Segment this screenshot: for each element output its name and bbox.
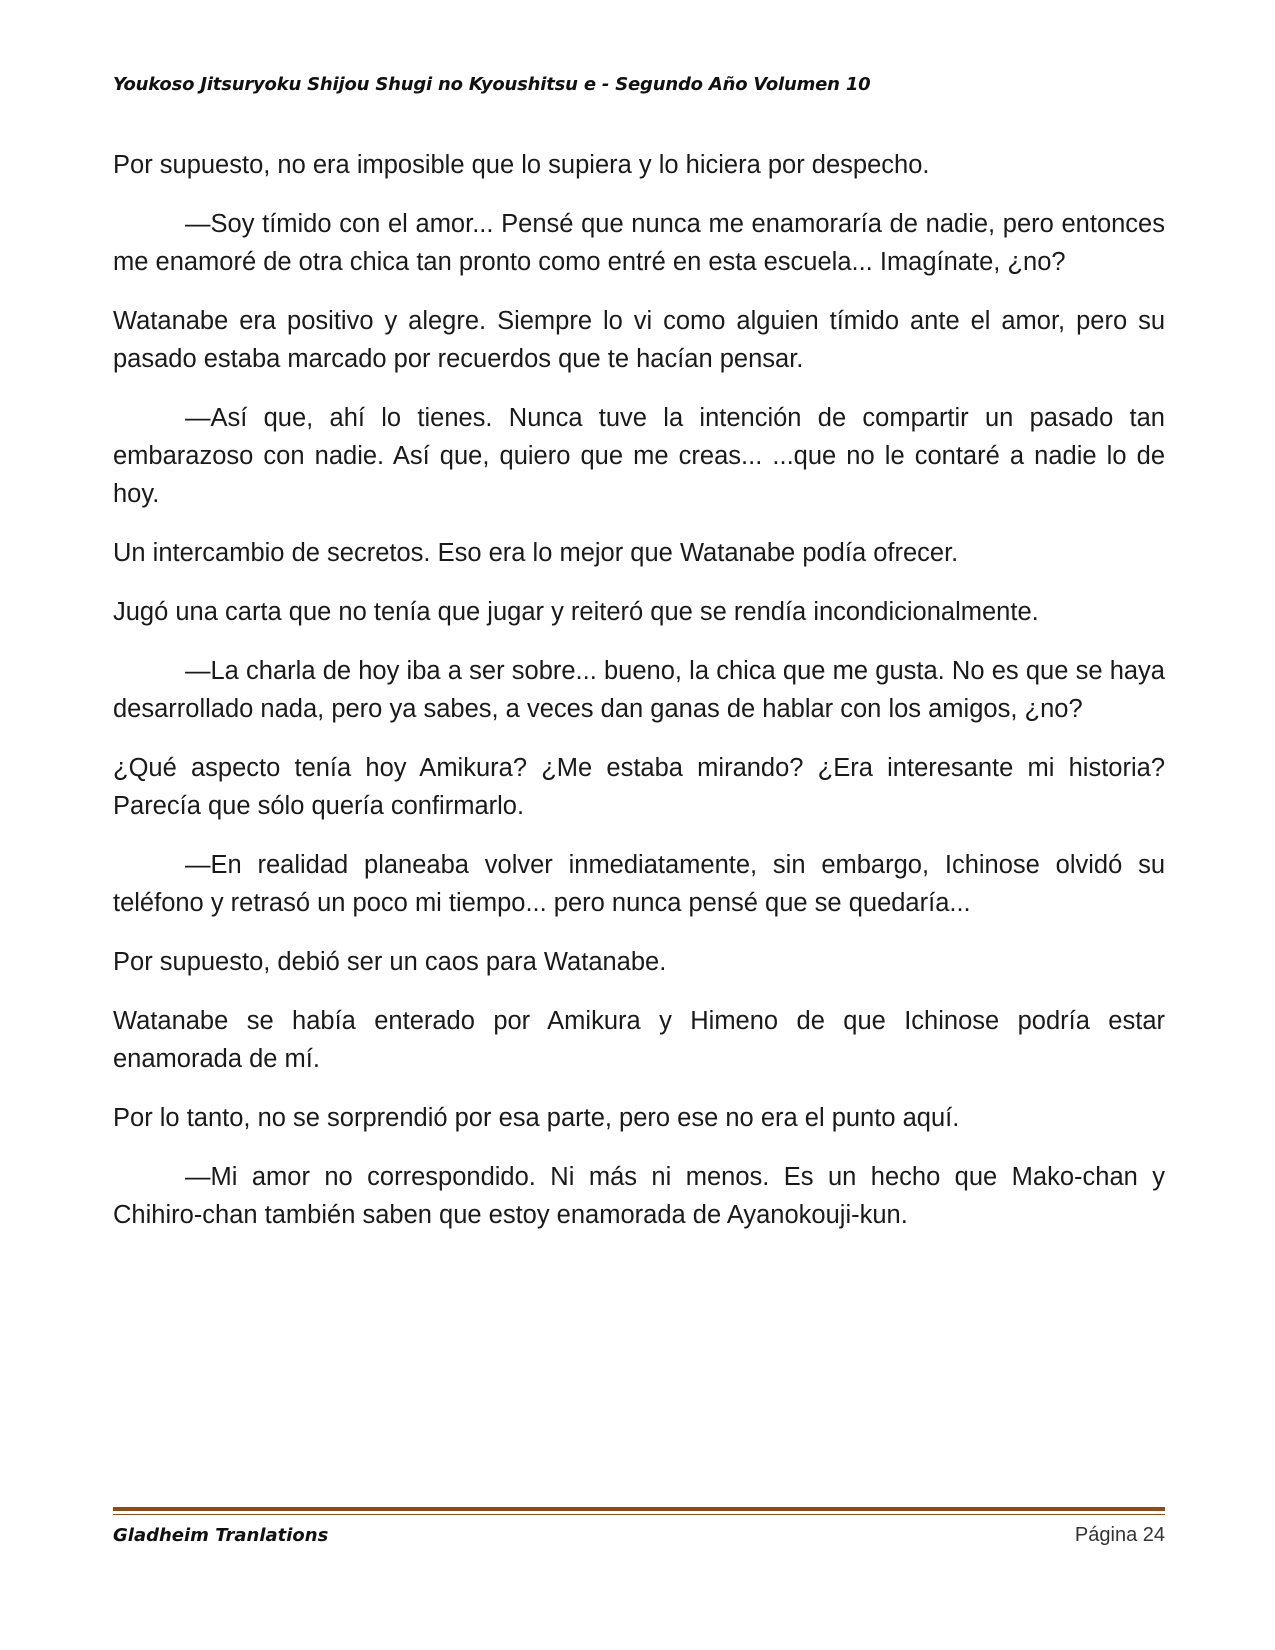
running-header-title: Youkoso Jitsuryoku Shijou Shugi no Kyoushitsu e - Segundo Año Volumen 10	[113, 74, 871, 95]
footer-divider-thick	[113, 1507, 1165, 1511]
paragraph-narration: ¿Qué aspecto tenía hoy Amikura? ¿Me estaba mirando? ¿Era interesante mi historia? Parecía que sólo quería confirmarlo.	[113, 754, 1165, 820]
paragraph-dialogue: —La charla de hoy iba a ser sobre... bueno, la chica que me gusta. No es que se haya desarrollado nada, pero ya sabes, a veces dan ganas de hablar con los amigos, ¿no?	[113, 657, 1165, 723]
footer-publisher: Gladheim Tranlations	[113, 1525, 329, 1546]
footer-divider-thin	[113, 1514, 1165, 1515]
paragraph-dialogue: —Soy tímido con el amor... Pensé que nunca me enamoraría de nadie, pero entonces me enamoré de otra chica tan pronto como entré en esta escuela... Imagínate, ¿no?	[113, 210, 1165, 276]
page-number: Página 24	[1074, 1524, 1165, 1546]
paragraph-narration: Watanabe se había enterado por Amikura y Himeno de que Ichinose podría estar enamorada de mí.	[113, 1007, 1165, 1073]
paragraph-dialogue: —En realidad planeaba volver inmediatamente, sin embargo, Ichinose olvidó su teléfono y retrasó un poco mi tiempo... pero nunca pensé que se quedaría...	[113, 851, 1165, 917]
paragraph-narration: Por supuesto, no era imposible que lo supiera y lo hiciera por despecho.	[113, 151, 930, 179]
paragraph-dialogue: —Así que, ahí lo tienes. Nunca tuve la intención de compartir un pasado tan embarazoso con nadie. Así que, quiero que me creas... ...que no le contaré a nadie lo de hoy.	[113, 404, 1165, 508]
paragraph-narration: Por supuesto, debió ser un caos para Watanabe.	[113, 948, 667, 976]
paragraph-dialogue: —Mi amor no correspondido. Ni más ni menos. Es un hecho que Mako-chan y Chihiro-chan también saben que estoy enamorada de Ayanokouji-kun.	[113, 1163, 1165, 1229]
page-body	[113, 146, 1165, 1255]
paragraph-narration: Por lo tanto, no se sorprendió por esa parte, pero ese no era el punto aquí.	[113, 1104, 960, 1132]
paragraph-narration: Watanabe era positivo y alegre. Siempre lo vi como alguien tímido ante el amor, pero su pasado estaba marcado por recuerdos que te hacían pensar.	[113, 307, 1165, 373]
paragraph-narration: Jugó una carta que no tenía que jugar y reiteró que se rendía incondicionalmente.	[113, 598, 1039, 626]
paragraph-narration: Un intercambio de secretos. Eso era lo mejor que Watanabe podía ofrecer.	[113, 539, 959, 567]
